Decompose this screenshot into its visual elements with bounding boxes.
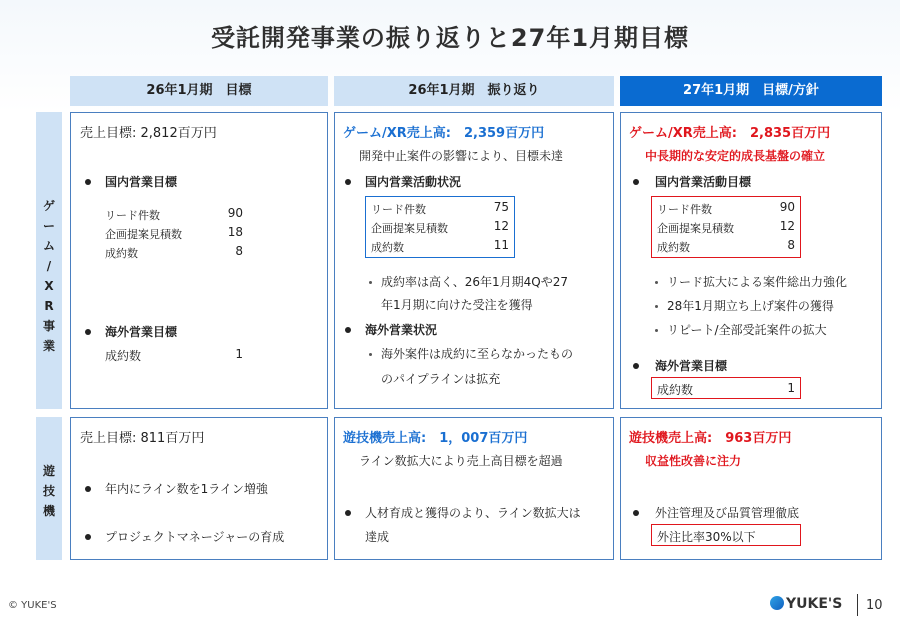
policy: 中長期的な安定的成長基盤の確立 <box>645 149 826 163</box>
row-label-game-xr: ゲ ー ム / X R 事 業 <box>36 112 62 409</box>
bullet-icon <box>345 327 351 333</box>
cell-pachi-review <box>334 417 614 560</box>
item-value: 1 <box>235 347 243 361</box>
sales-result: ゲーム/XR売上高: 2,359百万円 <box>343 126 545 141</box>
item-label: リード件数 <box>105 209 160 222</box>
item-label: 企画提案見積数 <box>105 228 182 241</box>
item-label: 企画提案見積数 <box>657 222 734 235</box>
bullet-text: プロジェクトマネージャーの育成 <box>105 530 285 544</box>
item-value: 11 <box>493 238 509 252</box>
domestic-title: 国内営業目標 <box>105 175 178 189</box>
item-label: 成約数 <box>657 241 690 254</box>
bullet-text: 年内にライン数を1ライン増強 <box>105 482 268 496</box>
header-26-target: 26年1月期 目標 <box>70 76 328 106</box>
bullet-icon <box>85 534 91 540</box>
domestic-title: 国内営業活動状況 <box>365 175 462 189</box>
sales-target: 売上目標: 2,812百万円 <box>80 126 217 141</box>
item-label: 成約数 <box>657 383 694 397</box>
bullet-icon <box>633 363 639 369</box>
cell-game-target <box>70 112 328 409</box>
sub-text: 成約率は高く、26年1月期4Qや27 <box>381 275 569 289</box>
logo-mark-icon <box>770 596 784 610</box>
item-label: 成約数 <box>105 349 142 363</box>
overseas-title: 海外営業目標 <box>655 359 728 373</box>
bullet-icon <box>345 510 351 516</box>
bullet-icon <box>633 510 639 516</box>
header-26-review: 26年1月期 振り返り <box>334 76 614 106</box>
note: 開発中止案件の影響により、目標未達 <box>359 149 564 163</box>
item-value: 8 <box>235 244 243 258</box>
bullet-icon <box>85 179 91 185</box>
bullet-text: 達成 <box>365 530 390 544</box>
cell-pachi-plan <box>620 417 882 560</box>
bullet-icon <box>633 179 639 185</box>
copyright: © YUKE'S <box>8 600 57 611</box>
sub-text: 海外案件は成約に至らなかったもの <box>381 347 574 361</box>
bullet-text: 人材育成と獲得のより、ライン数拡大は <box>365 506 581 520</box>
sub-text: 28年1月期立ち上げ案件の獲得 <box>667 299 834 313</box>
note: ライン数拡大により売上高目標を超過 <box>359 454 563 468</box>
item-value: 12 <box>493 219 509 233</box>
sub-bullet-icon <box>655 281 658 284</box>
overseas-title: 海外営業目標 <box>105 325 178 339</box>
sub-bullet-icon <box>369 353 372 356</box>
sub-text: 年1月期に向けた受注を獲得 <box>381 298 533 312</box>
cell-game-plan <box>620 112 882 409</box>
domestic-title: 国内営業活動目標 <box>655 175 752 189</box>
item-label: 成約数 <box>105 247 138 260</box>
sub-bullet-icon <box>369 281 372 284</box>
bullet-icon <box>85 329 91 335</box>
bullet-icon <box>345 179 351 185</box>
item-value: 75 <box>493 200 509 214</box>
logo-text: YUKE'S <box>786 596 843 612</box>
item-label: 成約数 <box>371 241 404 254</box>
policy: 収益性改善に注力 <box>645 454 742 468</box>
sub-bullet-icon <box>655 329 658 332</box>
sub-text: リード拡大による案件総出力強化 <box>667 275 848 289</box>
page-number: 10 <box>866 598 883 613</box>
item-value: 1 <box>787 381 795 395</box>
item-value: 8 <box>787 238 795 252</box>
sales-target: 売上目標: 811百万円 <box>80 431 205 446</box>
sales-result: 遊技機売上高: 1，007百万円 <box>343 431 528 446</box>
row-label-pachi: 遊 技 機 <box>36 417 62 560</box>
company-logo <box>770 596 842 612</box>
item-value: 18 <box>227 225 243 239</box>
page-title: 受託開発事業の振り返りと27年1月期目標 <box>210 24 690 52</box>
header-27-plan: 27年1月期 目標/方針 <box>620 76 882 106</box>
sub-text: のパイプラインは拡充 <box>381 372 501 386</box>
divider <box>857 594 858 616</box>
bullet-text: 外注管理及び品質管理徹底 <box>655 506 800 520</box>
item-value: 90 <box>227 206 243 220</box>
item-label: リード件数 <box>657 203 712 216</box>
item-value: 90 <box>779 200 795 214</box>
sub-bullet-icon <box>655 305 658 308</box>
item-value: 12 <box>779 219 795 233</box>
cell-game-review <box>334 112 614 409</box>
boxed-text: 外注比率30%以下 <box>657 530 756 544</box>
cell-pachi-target <box>70 417 328 560</box>
overseas-title: 海外営業状況 <box>365 323 438 337</box>
item-label: 企画提案見積数 <box>371 222 448 235</box>
sales-plan: ゲーム/XR売上高: 2,835百万円 <box>629 126 831 141</box>
sales-plan: 遊技機売上高: 963百万円 <box>629 431 792 446</box>
item-label: リード件数 <box>371 203 426 216</box>
sub-text: リピート/全部受託案件の拡大 <box>667 323 827 337</box>
bullet-icon <box>85 486 91 492</box>
